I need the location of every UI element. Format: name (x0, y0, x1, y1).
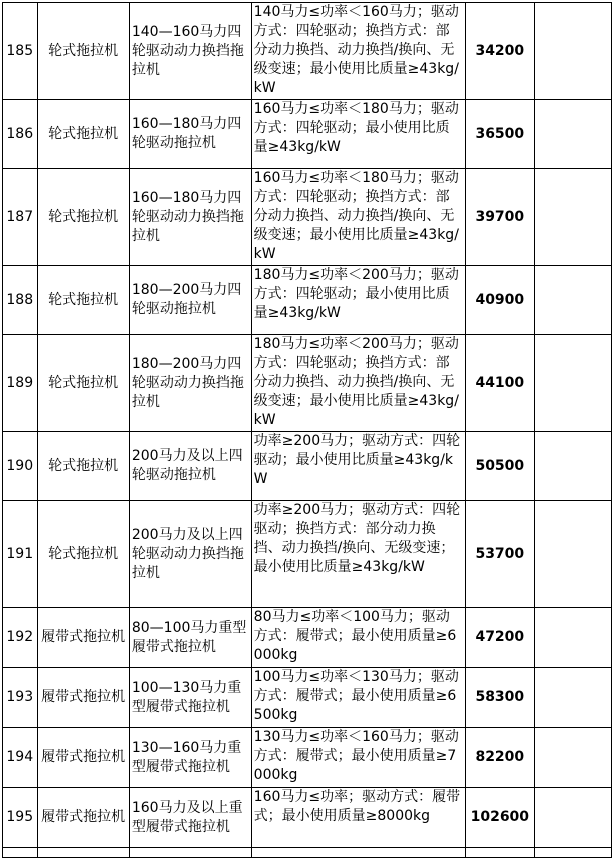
empty-cell (534, 432, 611, 501)
item-name-cell: 130—160马力重型履带式拖拉机 (129, 728, 251, 788)
category-cell: 轮式拖拉机 (37, 169, 129, 266)
table-row (3, 848, 612, 858)
item-name-cell: 100—130马力重型履带式拖拉机 (129, 668, 251, 728)
category-cell: 轮式拖拉机 (37, 501, 129, 608)
empty-cell (534, 848, 611, 858)
item-name-cell: 80—100马力重型履带式拖拉机 (129, 608, 251, 668)
category-cell: 轮式拖拉机 (37, 3, 129, 100)
row-number: 189 (3, 335, 38, 432)
category-cell: 轮式拖拉机 (37, 335, 129, 432)
spec-cell (251, 848, 465, 858)
spec-cell: 160马力≤功率；驱动方式：履带式；最小使用质量≥8000kg (251, 788, 465, 848)
spec-cell: 180马力≤功率＜200马力；驱动方式：四轮驱动；最小使用比质量≥43kg/kW (251, 266, 465, 335)
row-number: 195 (3, 788, 38, 848)
price-cell: 39700 (465, 169, 534, 266)
table-row (3, 266, 612, 335)
price-cell: 82200 (465, 728, 534, 788)
category-cell: 履带式拖拉机 (37, 668, 129, 728)
subsidy-table (2, 2, 612, 858)
category-cell: 轮式拖拉机 (37, 266, 129, 335)
price-cell (465, 848, 534, 858)
row-number: 190 (3, 432, 38, 501)
price-cell: 47200 (465, 608, 534, 668)
row-number: 188 (3, 266, 38, 335)
empty-cell (534, 3, 611, 100)
price-cell: 44100 (465, 335, 534, 432)
row-number: 194 (3, 728, 38, 788)
item-name-cell: 180—200马力四轮驱动拖拉机 (129, 266, 251, 335)
category-cell (37, 848, 129, 858)
table-row (3, 3, 612, 100)
empty-cell (534, 169, 611, 266)
row-number: 193 (3, 668, 38, 728)
spec-cell: 功率≥200马力；驱动方式：四轮驱动；最小使用比质量≥43kg/kW (251, 432, 465, 501)
spec-cell: 180马力≤功率＜200马力；驱动方式：四轮驱动；换挡方式：部分动力换挡、动力换挡/换向、无级变速；最小使用比质量≥43kg/kW (251, 335, 465, 432)
price-cell: 58300 (465, 668, 534, 728)
table-row (3, 100, 612, 169)
empty-cell (534, 266, 611, 335)
table-row (3, 668, 612, 728)
price-cell: 102600 (465, 788, 534, 848)
category-cell: 履带式拖拉机 (37, 728, 129, 788)
price-cell: 40900 (465, 266, 534, 335)
empty-cell (534, 728, 611, 788)
empty-cell (534, 668, 611, 728)
spec-cell: 160马力≤功率＜180马力；驱动方式：四轮驱动；最小使用比质量≥43kg/kW (251, 100, 465, 169)
table-row (3, 501, 612, 608)
category-cell: 轮式拖拉机 (37, 432, 129, 501)
empty-cell (534, 501, 611, 608)
item-name-cell: 200马力及以上四轮驱动动力换挡拖拉机 (129, 501, 251, 608)
item-name-cell: 160马力及以上重型履带式拖拉机 (129, 788, 251, 848)
row-number: 191 (3, 501, 38, 608)
row-number (3, 848, 38, 858)
price-cell: 34200 (465, 3, 534, 100)
table-row (3, 335, 612, 432)
table-row (3, 169, 612, 266)
empty-cell (534, 335, 611, 432)
item-name-cell: 160—180马力四轮驱动拖拉机 (129, 100, 251, 169)
empty-cell (534, 788, 611, 848)
category-cell: 履带式拖拉机 (37, 788, 129, 848)
item-name-cell (129, 848, 251, 858)
category-cell: 轮式拖拉机 (37, 100, 129, 169)
price-cell: 50500 (465, 432, 534, 501)
row-number: 186 (3, 100, 38, 169)
category-cell: 履带式拖拉机 (37, 608, 129, 668)
item-name-cell: 200马力及以上四轮驱动拖拉机 (129, 432, 251, 501)
price-cell: 36500 (465, 100, 534, 169)
row-number: 185 (3, 3, 38, 100)
spec-cell: 130马力≤功率＜160马力；驱动方式：履带式；最小使用质量≥7000kg (251, 728, 465, 788)
empty-cell (534, 608, 611, 668)
table-row (3, 788, 612, 848)
item-name-cell: 160—180马力四轮驱动动力换挡拖拉机 (129, 169, 251, 266)
table-row (3, 608, 612, 668)
spec-cell: 140马力≤功率＜160马力；驱动方式：四轮驱动；换挡方式：部分动力换挡、动力换挡/换向、无级变速；最小使用比质量≥43kg/kW (251, 3, 465, 100)
item-name-cell: 180—200马力四轮驱动动力换挡拖拉机 (129, 335, 251, 432)
spec-cell: 100马力≤功率＜130马力；驱动方式：履带式；最小使用质量≥6500kg (251, 668, 465, 728)
table-row (3, 728, 612, 788)
row-number: 192 (3, 608, 38, 668)
row-number: 187 (3, 169, 38, 266)
item-name-cell: 140—160马力四轮驱动动力换挡拖拉机 (129, 3, 251, 100)
spec-cell: 160马力≤功率＜180马力；驱动方式：四轮驱动；换挡方式：部分动力换挡、动力换挡/换向、无级变速；最小使用比质量≥43kg/kW (251, 169, 465, 266)
spec-cell: 80马力≤功率＜100马力；驱动方式：履带式；最小使用质量≥6000kg (251, 608, 465, 668)
price-cell: 53700 (465, 501, 534, 608)
empty-cell (534, 100, 611, 169)
table-row (3, 432, 612, 501)
spec-cell: 功率≥200马力；驱动方式：四轮驱动；换挡方式：部分动力换挡、动力换挡/换向、无级变速；最小使用比质量≥43kg/kW (251, 501, 465, 608)
